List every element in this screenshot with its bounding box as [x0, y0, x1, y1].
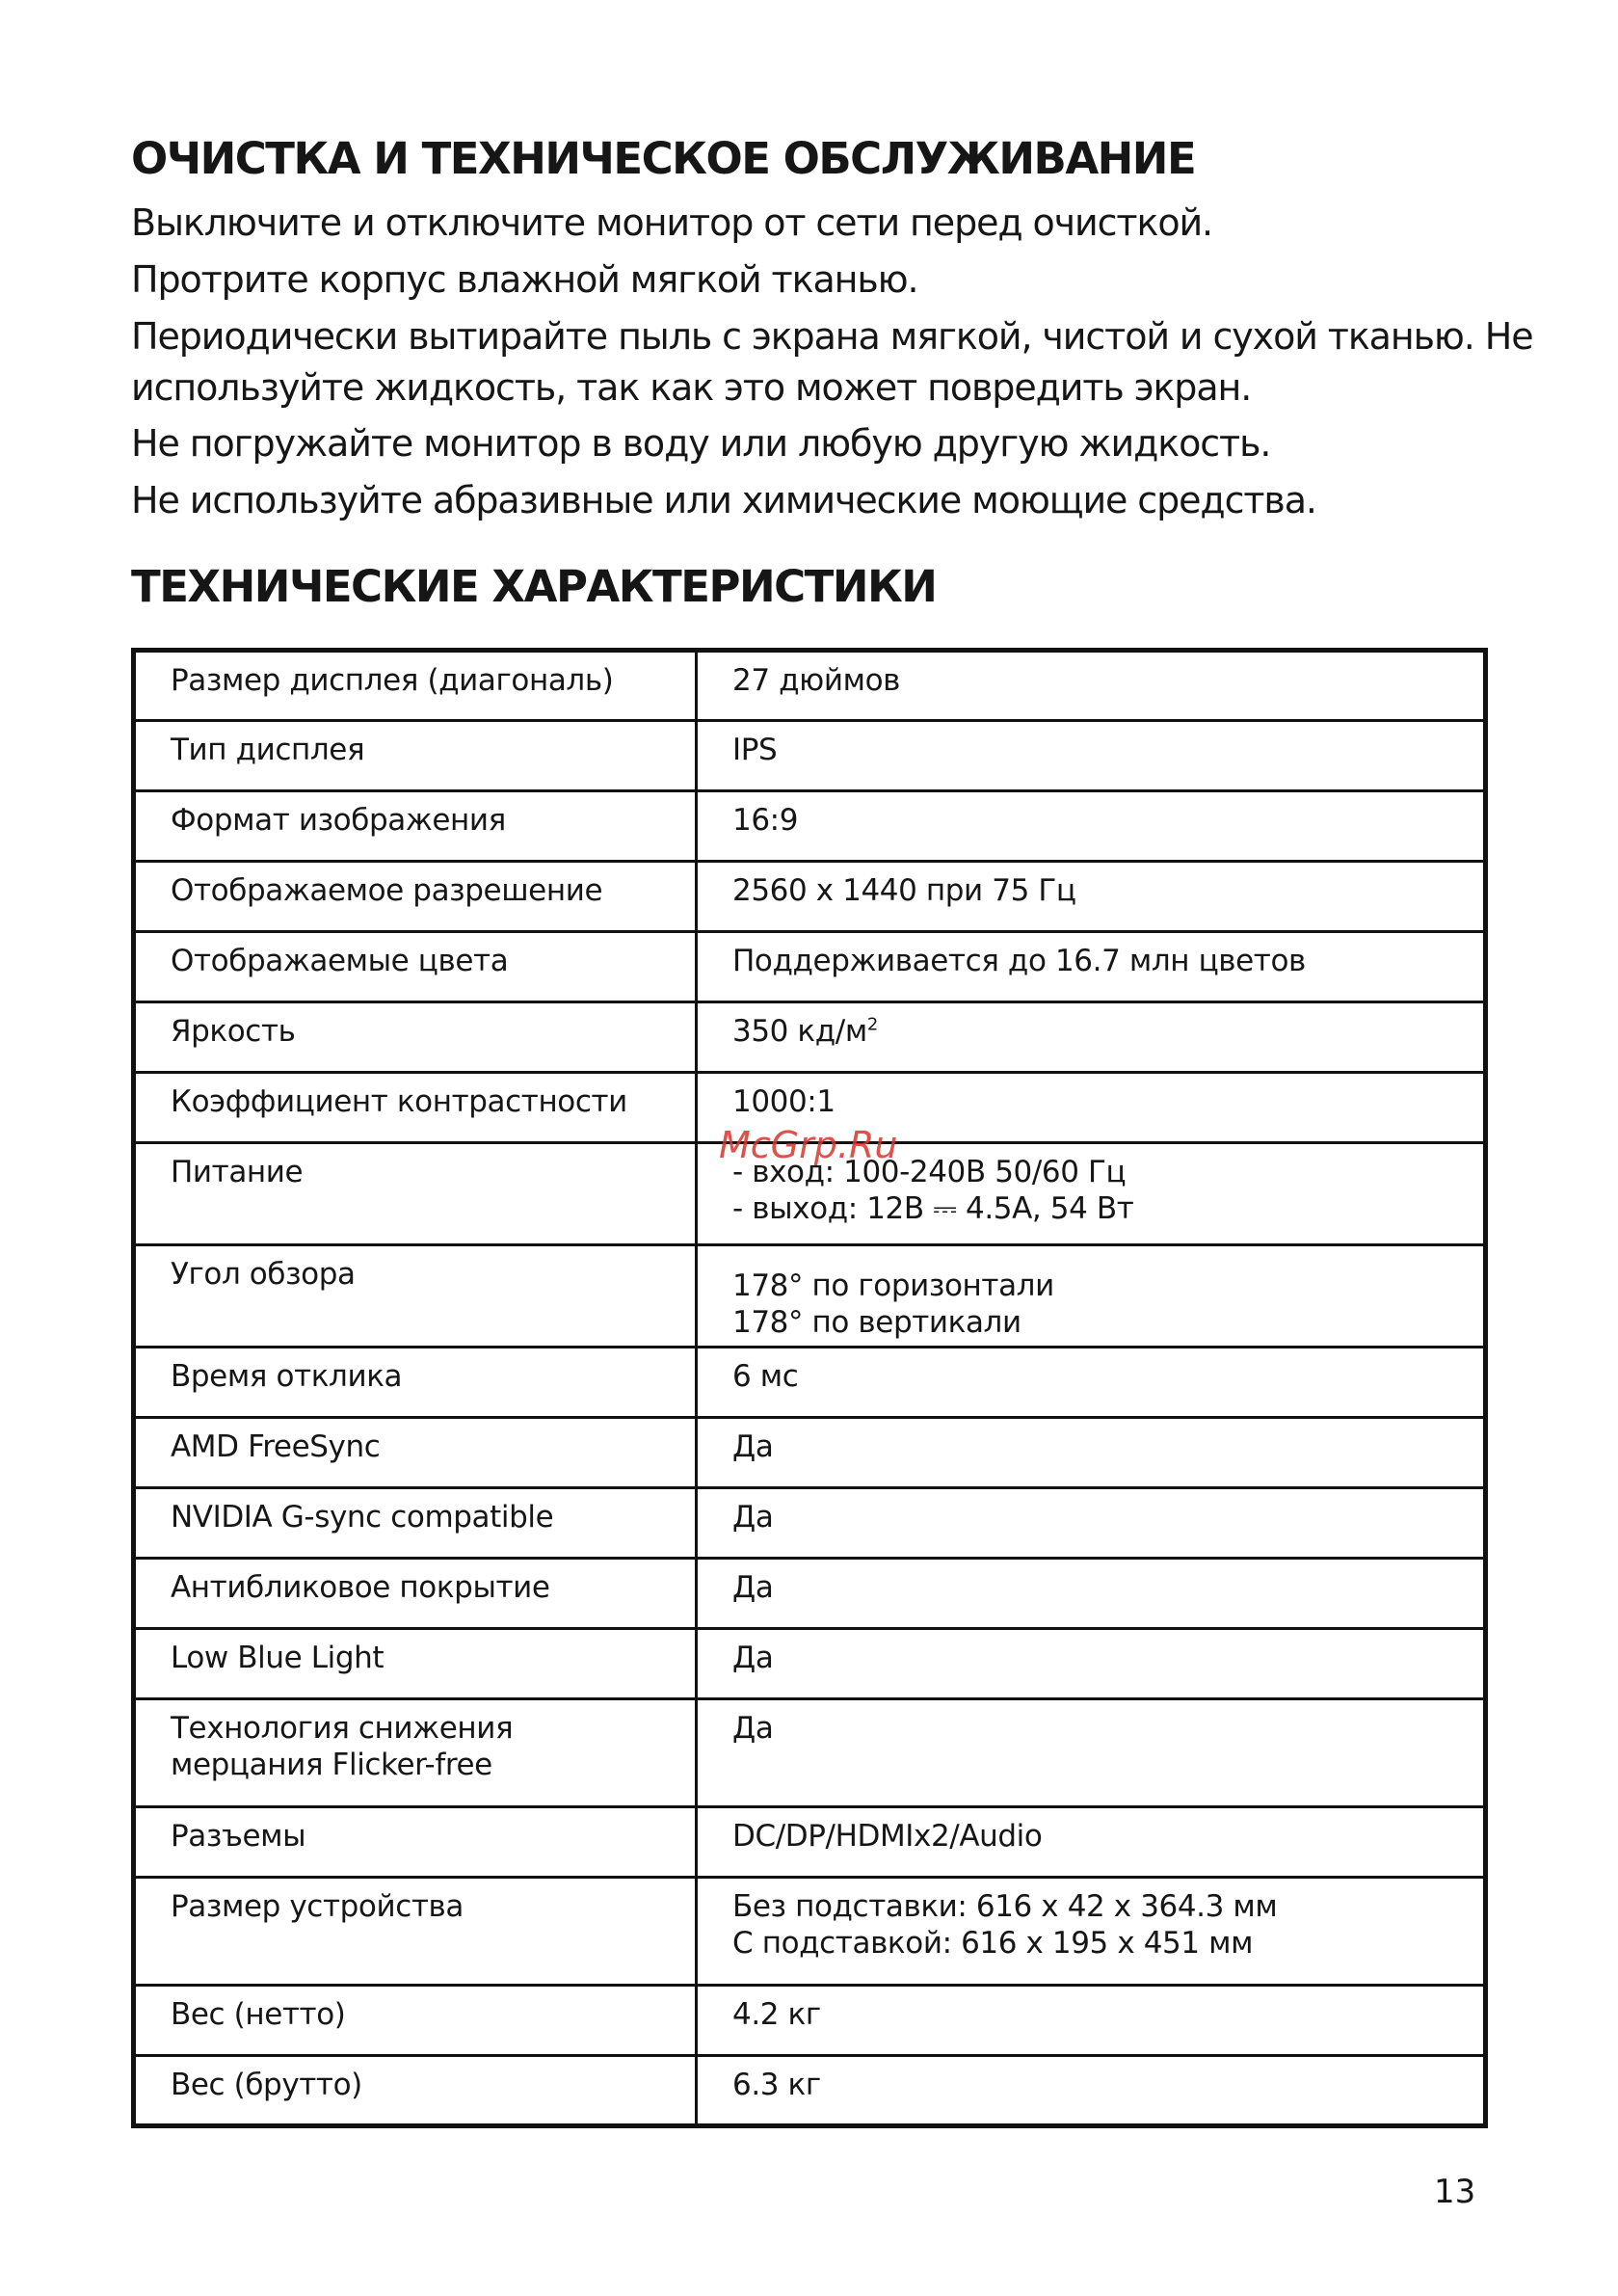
- spec-value: 1000:1: [697, 1073, 1486, 1143]
- spec-value-line: 178° по горизонтали: [732, 1268, 1054, 1303]
- spec-label: Угол обзора: [134, 1245, 697, 1348]
- spec-value: 6 мс: [697, 1348, 1486, 1418]
- spec-value: Да: [697, 1559, 1486, 1629]
- cleaning-heading: ОЧИСТКА И ТЕХНИЧЕСКОЕ ОБСЛУЖИВАНИЕ: [131, 133, 1196, 184]
- spec-label: Формат изображения: [134, 791, 697, 862]
- spec-label: NVIDIA G-sync compatible: [134, 1488, 697, 1559]
- table-row: [134, 862, 1486, 932]
- cleaning-paragraph: Не погружайте монитор в воду или любую другую жидкость.: [131, 422, 1271, 465]
- spec-label: [134, 1699, 697, 1807]
- table-row: [134, 1807, 1486, 1878]
- spec-value: 6.3 кг: [697, 2056, 1486, 2126]
- spec-label: Яркость: [134, 1002, 697, 1073]
- table-row: [134, 791, 1486, 862]
- spec-value: 4.2 кг: [697, 1986, 1486, 2056]
- table-row: [134, 721, 1486, 791]
- table-row: [134, 651, 1486, 721]
- table-row: [134, 1002, 1486, 1073]
- spec-label: Отображаемые цвета: [134, 932, 697, 1002]
- spec-value: 2560 x 1440 при 75 Гц: [697, 862, 1486, 932]
- brightness-value: 350 кд/м: [732, 1014, 867, 1049]
- spec-value-line: 178° по вертикали: [732, 1305, 1021, 1340]
- table-row: [134, 1629, 1486, 1699]
- spec-label: Размер устройства: [134, 1878, 697, 1986]
- spec-label: Время отклика: [134, 1348, 697, 1418]
- spec-label: Размер дисплея (диагональ): [134, 651, 697, 721]
- cleaning-paragraph: Периодически вытирайте пыль с экрана мягкой, чистой и сухой тканью. Не используйте жидкость, так как это может повредить экран.: [131, 315, 1533, 409]
- spec-value: [697, 1245, 1486, 1348]
- spec-value: DC/DP/HDMIx2/Audio: [697, 1807, 1486, 1878]
- table-row: [134, 1559, 1486, 1629]
- spec-value: 16:9: [697, 791, 1486, 862]
- brightness-superscript: 2: [866, 1014, 878, 1035]
- table-row: [134, 1418, 1486, 1488]
- spec-label: Коэффициент контрастности: [134, 1073, 697, 1143]
- spec-label: Разъемы: [134, 1807, 697, 1878]
- spec-value-line: Без подставки: 616 x 42 x 364.3 мм: [732, 1889, 1278, 1924]
- table-row: [134, 1245, 1486, 1348]
- spec-label: Тип дисплея: [134, 721, 697, 791]
- spec-label-line: Технология снижения: [171, 1711, 514, 1746]
- spec-label-line: мерцания Flicker-free: [171, 1748, 492, 1782]
- spec-label: Питание: [134, 1143, 697, 1245]
- spec-value: Да: [697, 1488, 1486, 1559]
- spec-label: AMD FreeSync: [134, 1418, 697, 1488]
- spec-value: Поддерживается до 16.7 млн цветов: [697, 932, 1486, 1002]
- page-number: 13: [1434, 2173, 1476, 2211]
- spec-value: IPS: [697, 721, 1486, 791]
- cleaning-paragraph: Не используйте абразивные или химические моющие средства.: [131, 479, 1316, 521]
- spec-value: Да: [697, 1629, 1486, 1699]
- table-row: [134, 1699, 1486, 1807]
- table-row: [134, 1986, 1486, 2056]
- table-row: [134, 1488, 1486, 1559]
- spec-label: Антибликовое покрытие: [134, 1559, 697, 1629]
- specs-table: [131, 648, 1488, 2128]
- spec-label: Low Blue Light: [134, 1629, 697, 1699]
- table-row: [134, 1348, 1486, 1418]
- table-row: [134, 2056, 1486, 2126]
- spec-value: 27 дюймов: [697, 651, 1486, 721]
- spec-label: Вес (нетто): [134, 1986, 697, 2056]
- cleaning-paragraph: Протрите корпус влажной мягкой тканью.: [131, 258, 918, 301]
- cleaning-paragraph: Выключите и отключите монитор от сети перед очисткой.: [131, 201, 1213, 244]
- table-row: [134, 932, 1486, 1002]
- spec-label: Отображаемое разрешение: [134, 862, 697, 932]
- site-watermark: McGrp.Ru: [719, 1124, 898, 1166]
- spec-value-line: - вход: 100-240В 50/60 Гц: [732, 1155, 1127, 1189]
- spec-value: Да: [697, 1699, 1486, 1807]
- specs-heading: ТЕХНИЧЕСКИЕ ХАРАКТЕРИСТИКИ: [131, 561, 937, 612]
- spec-value: Да: [697, 1418, 1486, 1488]
- spec-value: [697, 1002, 1486, 1073]
- spec-value-line: С подставкой: 616 x 195 x 451 мм: [732, 1926, 1254, 1961]
- spec-label: Вес (брутто): [134, 2056, 697, 2126]
- table-row: [134, 1878, 1486, 1986]
- spec-value: [697, 1878, 1486, 1986]
- spec-value-line: - выход: 12В ⎓ 4.5А, 54 Вт: [732, 1191, 1134, 1226]
